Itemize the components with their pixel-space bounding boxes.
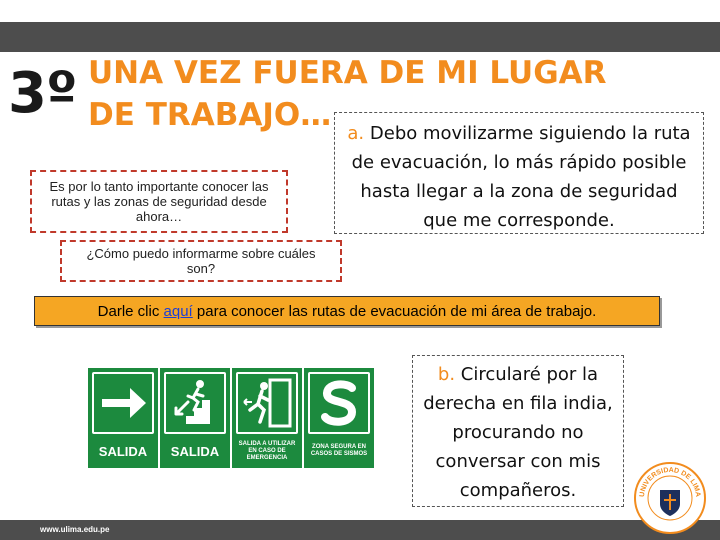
emergency-exit-sign [232, 368, 302, 468]
question-box [60, 240, 342, 282]
top-bar [0, 0, 720, 52]
question-text: ¿Cómo puedo informarme sobre cuáles son? [86, 246, 316, 276]
point-b-tag: b. [437, 364, 456, 385]
safe-zone-sign [304, 368, 374, 468]
stairs-exit-sign-label: SALIDA [170, 443, 220, 459]
point-b-box [412, 355, 624, 507]
evacuation-routes-banner [34, 296, 660, 326]
section-number: 3º [8, 61, 77, 126]
intro-text: Es por lo tanto importante conocer las rutas y las zonas de seguridad desde ahora… [49, 179, 269, 224]
emergency-exit-sign-label: SALIDA A UTILIZAR EN CASO DE EMERGENCIA [238, 440, 296, 461]
point-a-tag: a. [347, 123, 365, 144]
page-title: UNA VEZ FUERA DE MI LUGAR DE TRABAJO… [88, 55, 607, 133]
letter-s-icon [308, 372, 370, 434]
exit-sign [88, 368, 158, 468]
banner-text-before: Darle clic [97, 302, 164, 320]
top-bar-strip [0, 22, 720, 52]
point-a-text: Debo movilizarme siguiendo la ruta de evacuación, lo más rápido posible hasta llegar a la zona de seguridad que me corresponde. [351, 123, 691, 231]
safety-signs [88, 368, 372, 468]
point-b-text: Circularé por la derecha en fila india, procurando no conversar con mis compañeros. [423, 364, 613, 501]
safe-zone-sign-label: ZONA SEGURA EN CASOS DE SISMOS [310, 444, 368, 457]
footer-bar [0, 520, 720, 540]
running-person-door-icon [236, 372, 298, 434]
evacuation-routes-link[interactable]: aquí [163, 302, 193, 320]
banner-text-after: para conocer las rutas de evacuación de mi área de trabajo. [192, 302, 597, 320]
intro-box [30, 170, 288, 233]
exit-sign-label: SALIDA [98, 443, 148, 459]
stairs-exit-sign [160, 368, 230, 468]
point-a-box [334, 112, 704, 234]
stairs-exit-icon [164, 372, 226, 434]
university-seal-logo [632, 460, 708, 536]
footer-url: www.ulima.edu.pe [40, 525, 110, 534]
arrow-right-icon [92, 372, 154, 434]
svg-text:UNIVERSIDAD DE LIMA: UNIVERSIDAD DE LIMA [638, 466, 702, 498]
